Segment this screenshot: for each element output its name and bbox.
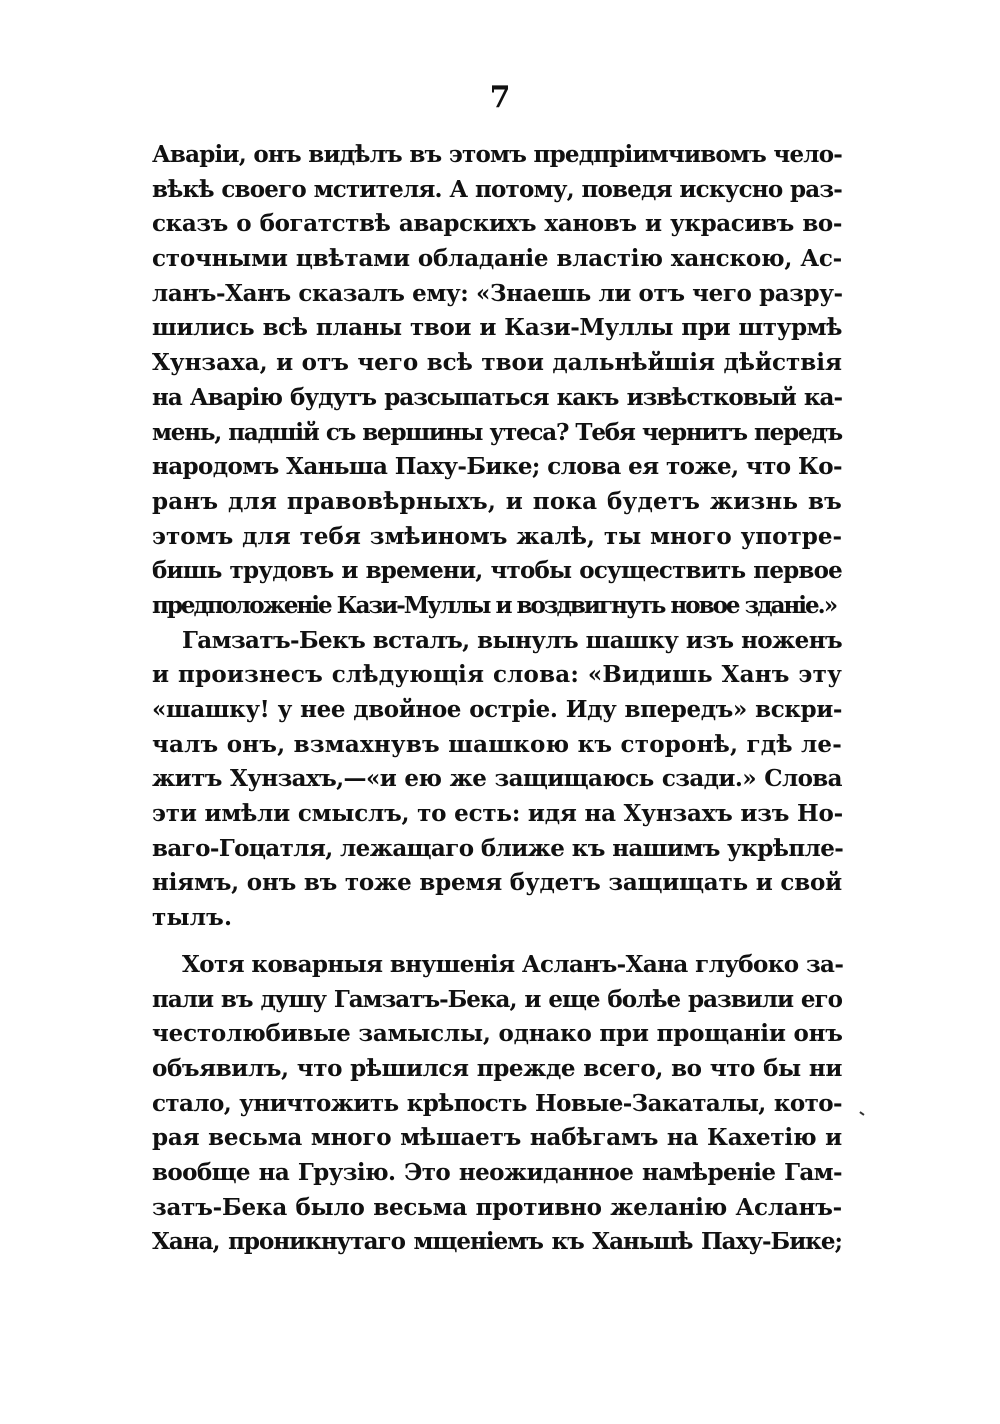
text-line: Хотя коварныя внушенiя Асланъ-Хана глубоко за- <box>182 950 844 978</box>
text-line: Хана, проникнутаго мщенiемъ къ Ханьшѣ Паху-Бике; <box>152 1228 842 1256</box>
text-line: сказъ о богатствѣ аварскихъ хановъ и украсивъ во- <box>152 210 842 238</box>
text-line: эти имѣли смыслъ, то есть: идя на Хунзахъ изъ Но- <box>152 800 844 828</box>
text-line: шились всѣ планы твои и Кази-Муллы при штурмѣ <box>152 314 842 342</box>
text-line: этомъ для тебя змѣиномъ жалѣ, ты много употре- <box>152 522 842 550</box>
text-body <box>152 138 842 1260</box>
text-line: честолюбивые замыслы, однако при прощанiи онъ <box>152 1020 843 1048</box>
text-line: народомъ Ханьша Паху-Бике; слова ея тоже, что Ко- <box>152 453 842 481</box>
text-line: ранъ для правовѣрныхъ, и пока будетъ жизнь въ <box>152 487 842 515</box>
paragraph-1 <box>152 138 842 624</box>
text-line: Хунзаха, и отъ чего всѣ твои дальнѣйшiя дѣйствiя <box>152 349 842 377</box>
text-line: чалъ онъ, взмахнувъ шашкою къ сторонѣ, гдѣ ле- <box>152 730 842 758</box>
text-line: объявилъ, что рѣшился прежде всего, во что бы ни <box>152 1054 842 1082</box>
text-line: рая весьма много мѣшаетъ набѣгамъ на Кахетiю и <box>152 1124 842 1152</box>
text-line: стало, уничтожить крѣпость Новые-Закаталы, кото- <box>152 1089 842 1117</box>
text-line: житъ Хунзахъ,—«и ею же защищаюсь сзади.» Слова <box>152 765 842 793</box>
text-line: и произнесъ слѣдующiя слова: «Видишь Ханъ эту <box>152 661 842 689</box>
text-line: тылъ. <box>152 904 233 932</box>
page-number: 7 <box>489 80 511 115</box>
text-line: Гамзатъ-Бекъ всталъ, вынулъ шашку изъ ноженъ <box>182 626 842 654</box>
text-line: ваго-Гоцатля, лежащаго ближе къ нашимъ укрѣпле- <box>152 834 844 862</box>
text-line: ланъ-Ханъ сказалъ ему: «Знаешь ли отъ чего разру- <box>152 279 843 307</box>
text-line: предположенiе Кази-Муллы и воздвигнуть новое зданiе.» <box>152 591 837 619</box>
text-line: вѣкѣ своего мстителя. А потому, поведя искусно раз- <box>152 175 842 203</box>
text-line: пали въ душу Гамзатъ-Бека, и еще болѣе развили его <box>152 985 842 1013</box>
text-line: нiямъ, онъ въ тоже время будетъ защищать и свой <box>152 869 842 897</box>
text-line: Аварiи, онъ видѣлъ въ этомъ предпрiимчивомъ чело- <box>152 141 842 168</box>
stray-ink-mark <box>856 1111 864 1120</box>
paragraph-2 <box>152 624 842 936</box>
text-line: затъ-Бека было весьма противно желанiю Асланъ- <box>152 1193 842 1221</box>
text-line: сточными цвѣтами обладанiе властiю ханскою, Ас- <box>152 245 842 273</box>
text-line: бишь трудовъ и времени, чтобы осуществить первое <box>152 557 842 585</box>
text-line: вообще на Грузiю. Это неожиданное намѣренiе Гам- <box>152 1158 842 1186</box>
text-line: на Аварiю будутъ разсыпаться какъ извѣстковый ка- <box>152 383 842 411</box>
text-line: мень, падшiй съ вершины утеса? Тебя чернитъ передъ <box>152 418 842 446</box>
paragraph-3 <box>152 948 842 1260</box>
text-line: «шашку! у нее двойное острiе. Иду впередъ» вскри- <box>152 696 842 723</box>
paragraph-gap <box>152 936 842 948</box>
